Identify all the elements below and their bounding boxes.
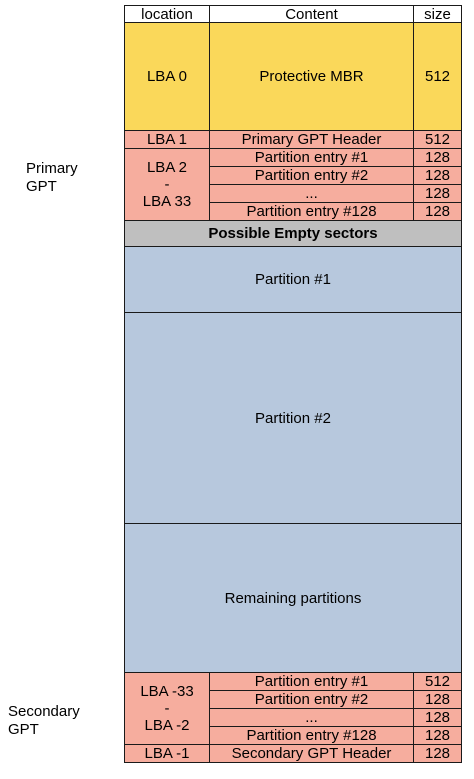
primary-entry-ellipsis-size: 128 (413, 184, 462, 203)
primary-entry-2: Partition entry #2 (209, 166, 414, 185)
primary-entry-1-size: 128 (413, 148, 462, 167)
secondary-gpt-label-line1: Secondary (8, 703, 80, 720)
primary-entry-ellipsis: ... (209, 184, 414, 203)
secondary-entries-location-end: LBA -2 (144, 717, 190, 734)
partition-2: Partition #2 (124, 312, 462, 524)
header-content: Content (209, 5, 414, 23)
secondary-gpt-label (8, 703, 80, 739)
primary-gpt-label-line2: GPT (26, 178, 57, 195)
secondary-entry-ellipsis: ... (209, 708, 414, 727)
primary-entry-1: Partition entry #1 (209, 148, 414, 167)
empty-sectors: Possible Empty sectors (124, 220, 462, 247)
secondary-entry-128: Partition entry #128 (209, 726, 414, 745)
primary-entries-location-dash: - (164, 176, 170, 193)
partition-1: Partition #1 (124, 246, 462, 313)
primary-header-size: 512 (413, 130, 462, 149)
secondary-entries-location-dash: - (164, 700, 170, 717)
primary-entry-128: Partition entry #128 (209, 202, 414, 221)
secondary-entry-2: Partition entry #2 (209, 690, 414, 709)
primary-entry-128-size: 128 (413, 202, 462, 221)
protective-location: LBA 0 (124, 22, 210, 131)
primary-entries-location (124, 148, 210, 221)
header-location: location (124, 5, 210, 23)
secondary-entries-location-start: LBA -33 (140, 683, 194, 700)
primary-header-location: LBA 1 (124, 130, 210, 149)
primary-gpt-label-line1: Primary (26, 160, 78, 177)
primary-gpt-label (26, 160, 78, 196)
secondary-entry-128-size: 128 (413, 726, 462, 745)
secondary-entry-1: Partition entry #1 (209, 672, 414, 691)
protective-size: 512 (413, 22, 462, 131)
primary-entry-2-size: 128 (413, 166, 462, 185)
secondary-entry-ellipsis-size: 128 (413, 708, 462, 727)
secondary-header-location: LBA -1 (124, 744, 210, 763)
secondary-entry-1-size: 512 (413, 672, 462, 691)
primary-gpt-header: Primary GPT Header (209, 130, 414, 149)
secondary-gpt-header: Secondary GPT Header (209, 744, 414, 763)
remaining-partitions: Remaining partitions (124, 523, 462, 673)
secondary-entries-location (124, 672, 210, 745)
primary-entries-location-end: LBA 33 (142, 193, 192, 210)
secondary-header-size: 128 (413, 744, 462, 763)
protective-mbr: Protective MBR (209, 22, 414, 131)
primary-entries-location-start: LBA 2 (146, 159, 188, 176)
secondary-gpt-label-line2: GPT (8, 721, 39, 738)
secondary-entry-2-size: 128 (413, 690, 462, 709)
header-size: size (413, 5, 462, 23)
